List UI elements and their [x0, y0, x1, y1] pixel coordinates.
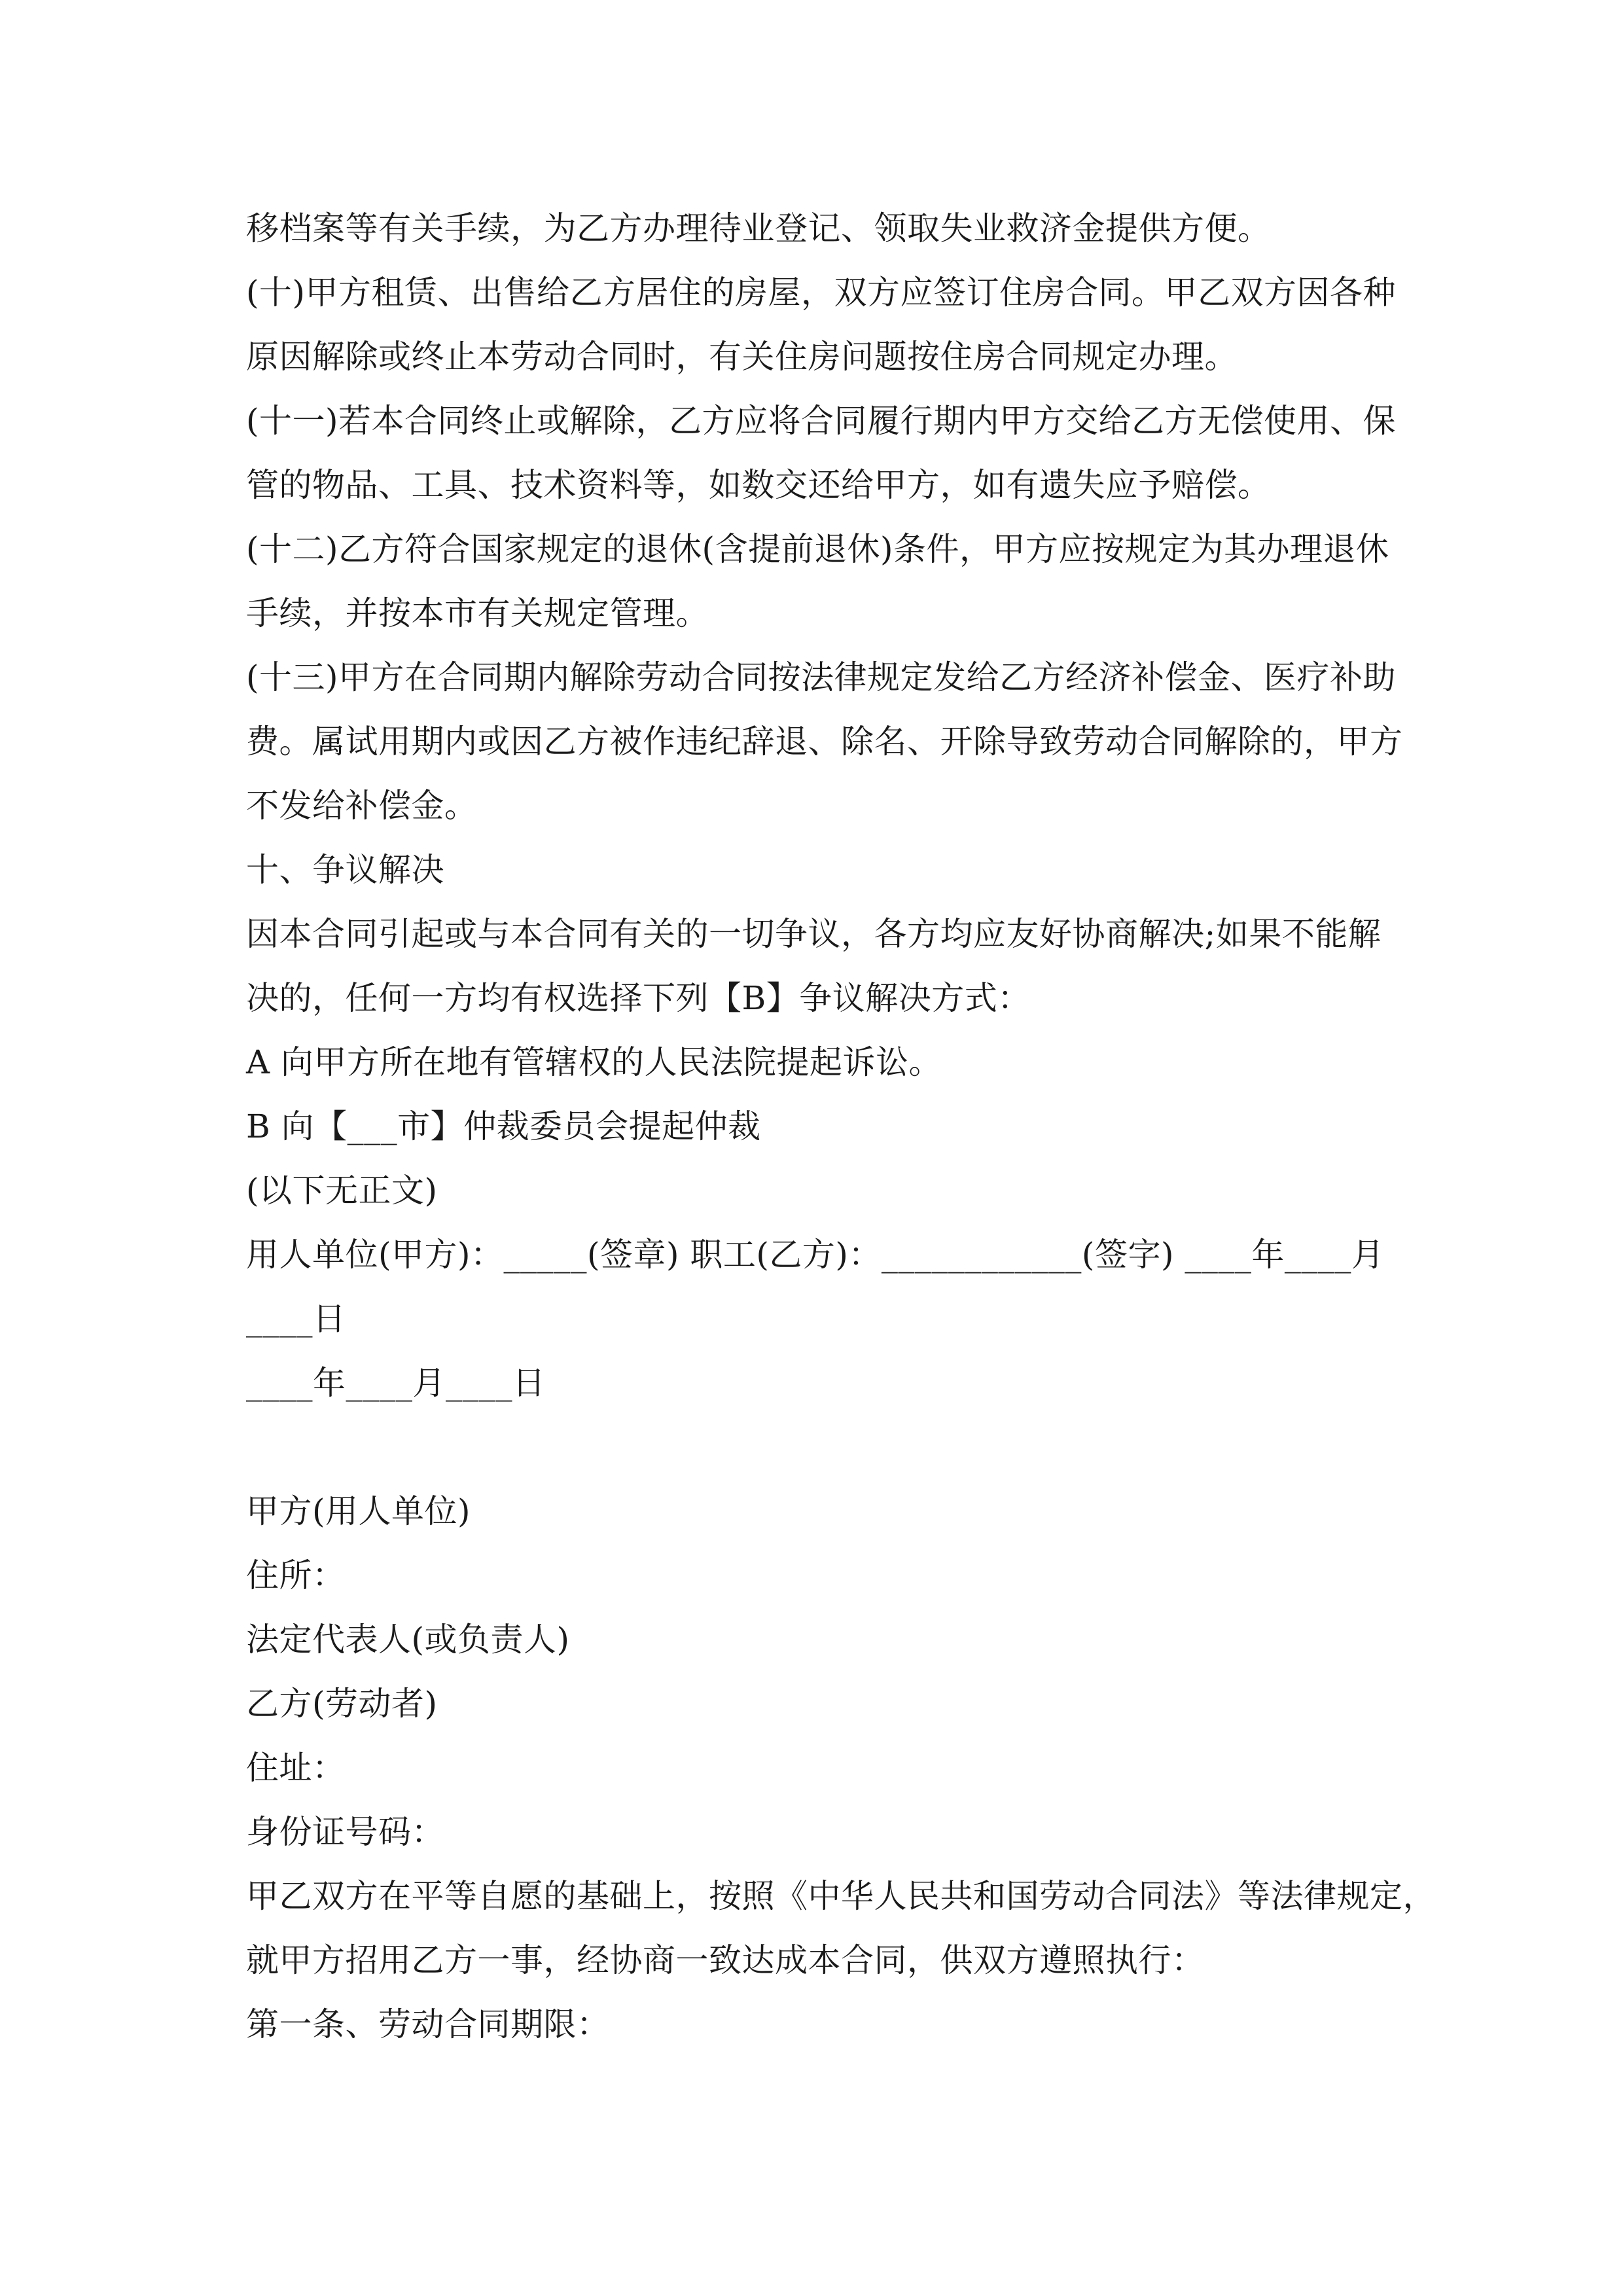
party-a-label: 甲方(用人单位)	[246, 1492, 471, 1530]
article-1-heading: 第一条、劳动合同期限：	[246, 2005, 610, 2043]
signature-date-day: ____日	[246, 1300, 346, 1338]
party-b-label: 乙方(劳动者)	[246, 1685, 438, 1723]
signature-line: 用人单位(甲方)：_____(签章) 职工(乙方)：____________(签字) ____年____月	[246, 1236, 1385, 1274]
clause-12-line-1: (十二)乙方符合国家规定的退休(含提前退休)条件，甲方应按规定为其办理退休	[246, 530, 1389, 568]
dispute-line-1: 因本合同引起或与本合同有关的一切争议，各方均应友好协商解决;如果不能解	[246, 915, 1382, 953]
dispute-option-a: A 向甲方所在地有管辖权的人民法院提起诉讼。	[246, 1043, 942, 1081]
clause-10-line-2: 原因解除或终止本劳动合同时，有关住房问题按住房合同规定办理。	[246, 338, 1238, 376]
dispute-line-2: 决的，任何一方均有权选择下列【B】争议解决方式：	[246, 979, 1031, 1017]
no-further-text: (以下无正文)	[246, 1172, 438, 1210]
clause-11-line-2: 管的物品、工具、技术资料等，如数交还给甲方，如有遗失应予赔偿。	[246, 466, 1271, 504]
text-line: 移档案等有关手续，为乙方办理待业登记、领取失业救济金提供方便。	[246, 209, 1271, 247]
clause-10-line-1: (十)甲方租赁、出售给乙方居住的房屋，双方应签订住房合同。甲乙双方因各种	[246, 274, 1397, 312]
legal-representative-label: 法定代表人(或负责人)	[246, 1621, 570, 1659]
preamble-line-1: 甲乙双方在平等自愿的基础上，按照《中华人民共和国劳动合同法》等法律规定，	[246, 1877, 1436, 1915]
clause-12-line-2: 手续，并按本市有关规定管理。	[246, 594, 709, 632]
party-a-address-label: 住所：	[246, 1556, 346, 1594]
dispute-option-b: B 向【___市】仲裁委员会提起仲裁	[246, 1107, 761, 1145]
clause-13-line-3: 不发给补偿金。	[246, 787, 478, 825]
id-number-label: 身份证号码：	[246, 1813, 444, 1851]
contract-text	[246, 196, 1436, 2056]
section-heading-dispute: 十、争议解决	[246, 851, 444, 889]
clause-11-line-1: (十一)若本合同终止或解除，乙方应将合同履行期内甲方交给乙方无偿使用、保	[246, 402, 1397, 440]
clause-13-line-1: (十三)甲方在合同期内解除劳动合同按法律规定发给乙方经济补偿金、医疗补助	[246, 658, 1397, 696]
party-b-address-label: 住址：	[246, 1749, 346, 1787]
blank-gap	[246, 1415, 1385, 1479]
preamble-line-2: 就甲方招用乙方一事，经协商一致达成本合同，供双方遵照执行：	[246, 1941, 1205, 1979]
date-line: ____年____月____日	[246, 1364, 546, 1402]
clause-13-line-2: 费。属试用期内或因乙方被作违纪辞退、除名、开除导致劳动合同解除的，甲方	[246, 723, 1403, 761]
